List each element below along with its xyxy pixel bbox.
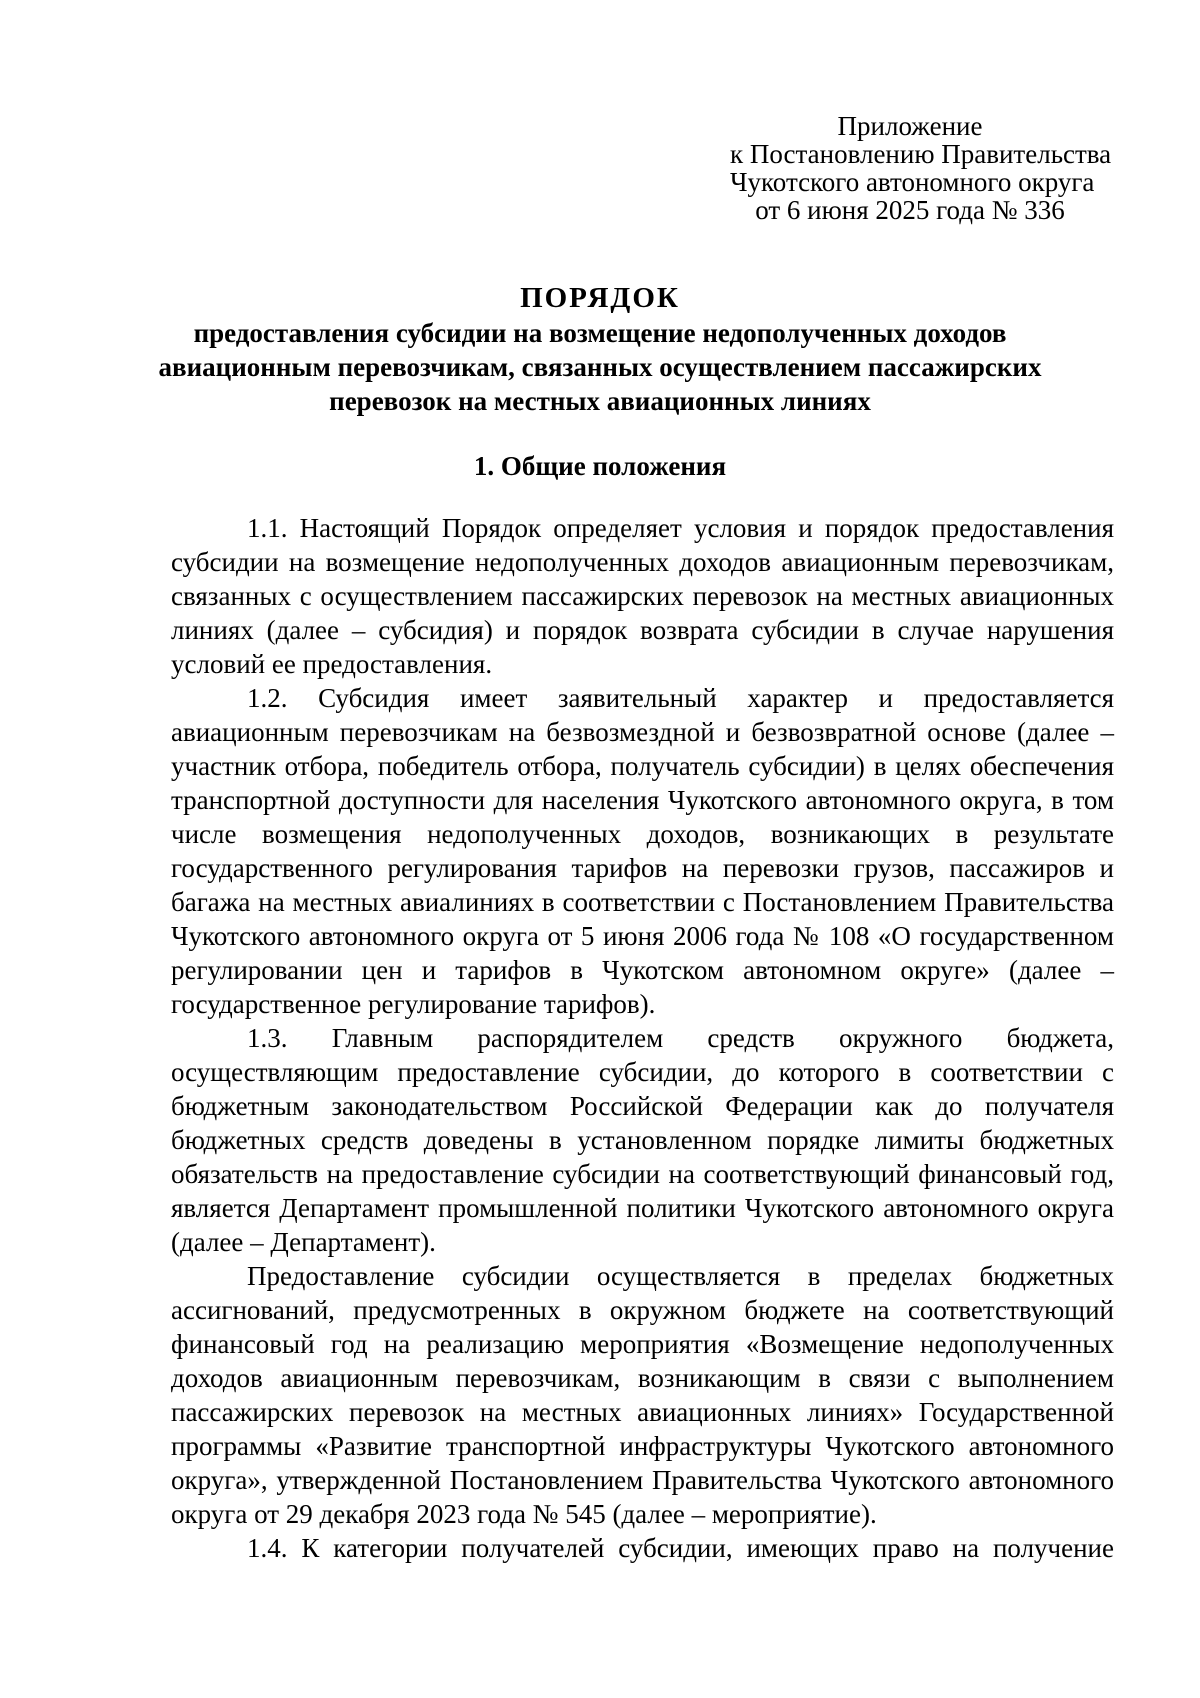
appendix-line-1: Приложение [837, 111, 983, 141]
paragraph-1-2: 1.2. Субсидия имеет заявительный характер и предоставляется авиационным перевозчикам на безвозмездной и безвозвратной основе (далее – участник отбора, победитель отбора, получатель субсидии) в целях обеспечения транспортной доступности для населения Чукотского автономного округа, в том числе возмещения недополученных доходов, возникающих в результате государственного регулирования тарифов на перевозки грузов, пассажиров и багажа на местных авиалиниях в соответствии с Постановлением Правительства Чукотского автономного округа от 5 июня 2006 года № 108 «О государственном регулировании цен и тарифов в Чукотском автономном округе» (далее – государственное регулирование тарифов). [171, 683, 1114, 1019]
section-heading: 1. Общие положения [473, 451, 727, 481]
section-body [171, 511, 1114, 1565]
appendix-block [730, 111, 1112, 225]
appendix-line-3: Чукотского автономного округа [730, 167, 1095, 197]
paragraph-1-3-cont: Предоставление субсидии осуществляется в пределах бюджетных ассигнований, предусмотренных в окружном бюджете на соответствующий финансовый год на реализацию мероприятия «Возмещение недополученных доходов авиационным перевозчикам, возникающим в связи с выполнением пассажирских перевозок на местных авиационных линиях» Государственной программы «Развитие транспортной инфраструктуры Чукотского автономного округа», утвержденной Постановлением Правительства Чукотского автономного округа от 29 декабря 2023 года № 545 (далее – мероприятие). [171, 1261, 1114, 1529]
document-title [150, 280, 1050, 418]
paragraph-1-3: 1.3. Главным распорядителем средств окружного бюджета, осуществляющим предоставление субсидии, до которого в соответствии с бюджетным законодательством Российской Федерации как до получателя бюджетных средств доведены в установленном порядке лимиты бюджетных обязательств на предоставление субсидии на соответствующий финансовый год, является Департамент промышленной политики Чукотского автономного округа (далее – Департамент). [171, 1023, 1114, 1257]
appendix-line-4: от 6 июня 2025 года № 336 [755, 195, 1065, 225]
title-subtitle: предоставления субсидии на возмещение недополученных доходов авиационным перевозчикам, связанных осуществлением пассажирских перевозок на местных авиационных линиях [158, 318, 1042, 416]
paragraph-1-4: 1.4. К категории получателей субсидии, имеющих право на получение [247, 1533, 1114, 1563]
appendix-line-2: к Постановлению Правительства [730, 139, 1112, 169]
paragraph-1-1: 1.1. Настоящий Порядок определяет условия и порядок предоставления субсидии на возмещение недополученных доходов авиационным перевозчикам, связанных с осуществлением пассажирских перевозок на местных авиационных линиях (далее – субсидия) и порядок возврата субсидии в случае нарушения условий ее предоставления. [171, 513, 1114, 679]
title-main: ПОРЯДОК [520, 282, 680, 314]
